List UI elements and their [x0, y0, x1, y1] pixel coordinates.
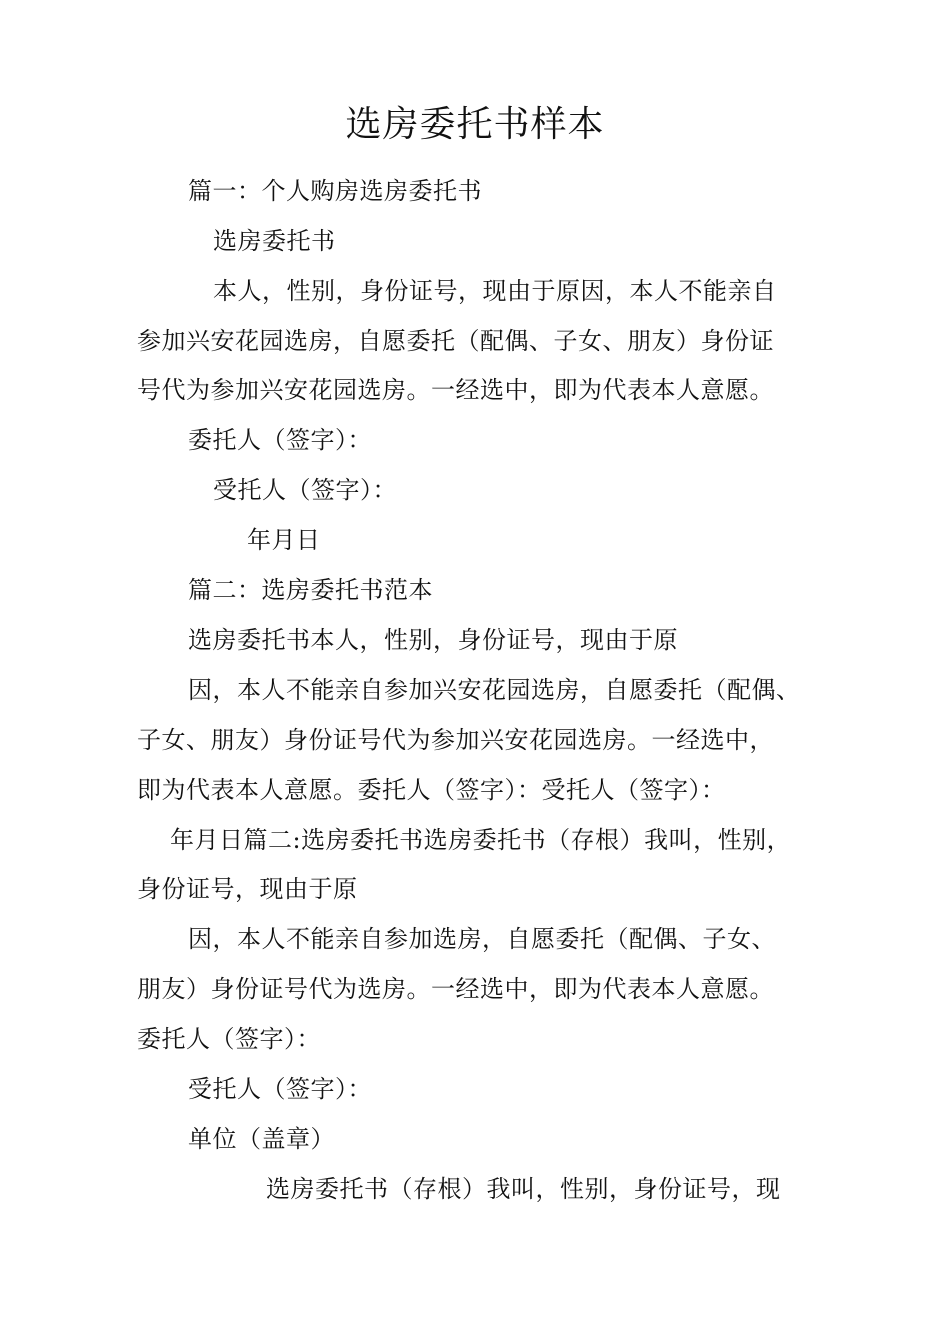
paragraph-line: 号代为参加兴安花园选房。一经选中，即为代表本人意愿。 — [137, 376, 774, 404]
signature-line-agent: 受托人（签字）： — [213, 476, 397, 504]
paragraph-line: 年月日篇二:选房委托书选房委托书（存根）我叫，性别， — [170, 826, 792, 854]
signature-line-principal: 委托人（签字）： — [137, 1025, 321, 1053]
paragraph-line: 参加兴安花园选房，自愿委托（配偶、子女、朋友）身份证 — [137, 327, 774, 355]
paragraph-line: 本人，性别，身份证号，现由于原因，本人不能亲自 — [213, 277, 777, 305]
signature-line-principal: 委托人（签字）： — [188, 426, 372, 454]
paragraph-line: 朋友）身份证号代为选房。一经选中，即为代表本人意愿。 — [137, 975, 774, 1003]
paragraph-line: 选房委托书（存根）我叫，性别，身份证号，现 — [266, 1175, 781, 1203]
paragraph-line: 即为代表本人意愿。委托人（签字）：受托人（签字）： — [137, 776, 726, 804]
paragraph-line: 因，本人不能亲自参加选房，自愿委托（配偶、子女、 — [188, 925, 776, 953]
seal-line: 单位（盖章） — [188, 1125, 335, 1153]
paragraph-line: 因，本人不能亲自参加兴安花园选房，自愿委托（配偶、 — [188, 676, 801, 704]
document-title: 选房委托书样本 — [345, 104, 605, 145]
section-heading-2: 篇二：选房委托书范本 — [188, 576, 433, 604]
signature-line-agent: 受托人（签字）： — [188, 1075, 372, 1103]
date-line: 年月日 — [247, 526, 321, 554]
paragraph-line: 身份证号，现由于原 — [137, 875, 358, 903]
paragraph-line: 选房委托书本人，性别，身份证号，现由于原 — [188, 626, 678, 654]
section-heading-1: 篇一：个人购房选房委托书 — [188, 177, 482, 205]
subheading: 选房委托书 — [213, 227, 336, 255]
paragraph-line: 子女、朋友）身份证号代为参加兴安花园选房。一经选中， — [137, 726, 774, 754]
